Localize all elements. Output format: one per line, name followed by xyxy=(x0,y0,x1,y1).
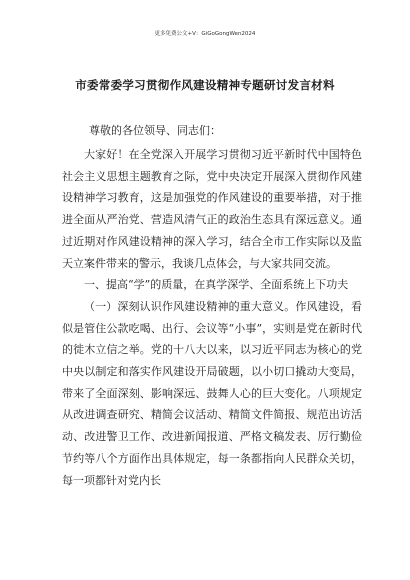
header-note: 更多免费公文+V：GiGoGongWen2024 xyxy=(154,31,256,37)
salutation: 尊敬的各位领导、同志们： xyxy=(89,124,221,137)
document-title: 市委常委学习贯彻作风建设精神专题研讨发言材料 xyxy=(75,78,335,92)
document-body xyxy=(62,144,362,491)
paragraph-intro: 大家好！在全党深入开展学习贯彻习近平新时代中国特色社会主义思想主题教育之际，党中央决定开展深入贯彻作风建设精神学习教育，这是加强党的作风建设的重要举措，对于推进全面从严治党、营造风清气正的政治生态具有深远意义。通过近期对作风建设精神的深入学习，结合全市工作实际以及监天立案件带来的警示，我谈几点体会，与大家共同交流。 xyxy=(62,148,362,270)
paragraph-section-1-1: （一）深刻认识作风建设精神的重大意义。作风建设，看似是管住公款吃喝、出行、会议等“小事”，实则是党在新时代的徙木立信之举。党的十八大以来，以习近平同志为核心的党中央以制定和落实作风建设开局破题，以小切口撬动大变局，带来了全面深刻、影响深远、鼓舞人心的巨大变化。八项规定从改进调查研究、精简会议活动、精简文件简报、规范出访活动、改进警卫工作、改进新闻报道、严格文稿发表、厉行勤俭节约等八个方面作出具体规定，每一条都指向人民群众关切，每一项都针对党内长 xyxy=(62,299,362,487)
section-heading-1: 一、提高“学”的质量，在真学深学、全面系统上下功夫 xyxy=(84,278,349,292)
